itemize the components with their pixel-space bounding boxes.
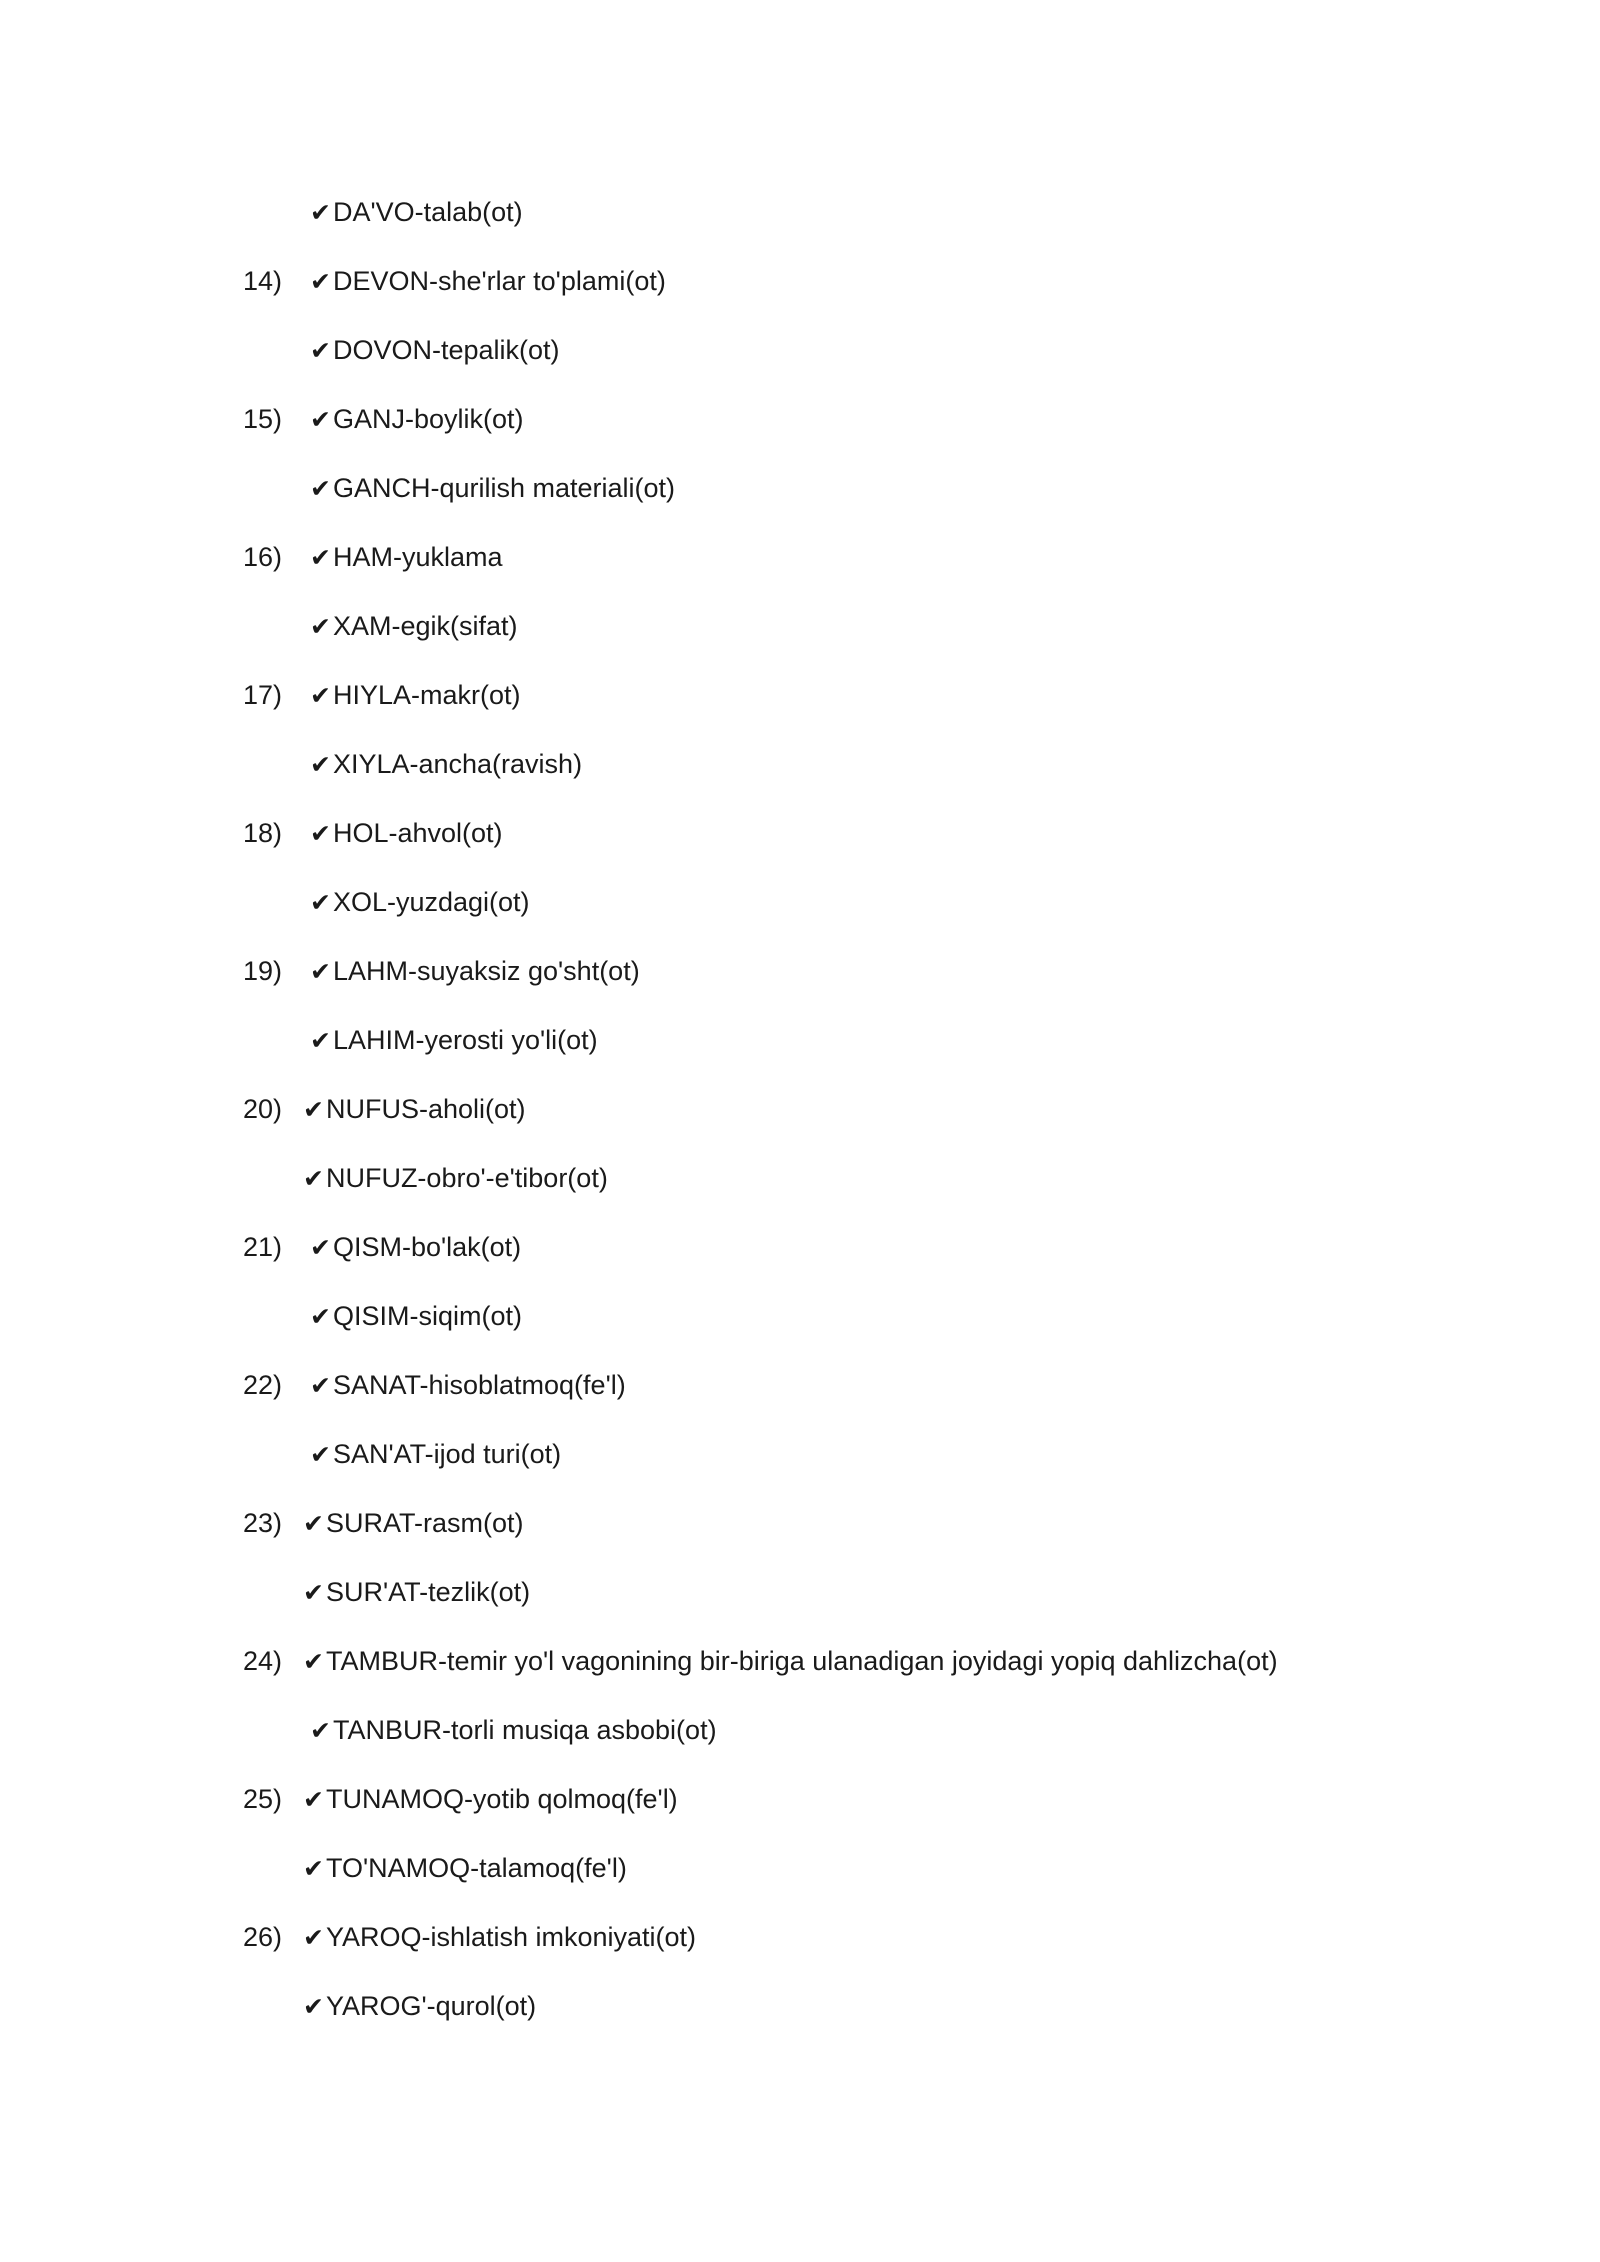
word-definition: QISM-bo'lak(ot): [332, 1232, 522, 1262]
list-item: [0, 1635, 1600, 1704]
word-entry: [303, 1566, 530, 1619]
item-number: 22): [243, 1370, 283, 1400]
list-item: [0, 1014, 1600, 1083]
word-definition: HIYLA-makr(ot): [332, 680, 521, 710]
word-definition: SURAT-rasm(ot): [325, 1508, 524, 1538]
word-entry: [310, 393, 523, 446]
word-definition: LAHM-suyaksiz go'sht(ot): [332, 956, 640, 986]
word-definition: GANJ-boylik(ot): [332, 404, 524, 434]
check-mark-icon: ✔: [310, 474, 331, 503]
list-item: [0, 1359, 1600, 1428]
item-number: 25): [243, 1784, 283, 1814]
word-definition: DEVON-she'rlar to'plami(ot): [332, 266, 666, 296]
word-entry: [310, 186, 523, 239]
word-entry: [310, 945, 640, 998]
check-mark-icon: ✔: [310, 1716, 331, 1745]
item-number: 19): [243, 956, 283, 986]
word-definition: XIYLA-ancha(ravish): [332, 749, 583, 779]
list-item: [0, 393, 1600, 462]
word-entry: [310, 531, 502, 584]
check-mark-icon: ✔: [310, 543, 331, 572]
word-entry: [310, 1221, 521, 1274]
item-number: 15): [243, 404, 283, 434]
word-definition: LAHIM-yerosti yo'li(ot): [332, 1025, 598, 1055]
check-mark-icon: ✔: [303, 1992, 324, 2021]
check-mark-icon: ✔: [303, 1854, 324, 1883]
check-mark-icon: ✔: [310, 1302, 331, 1331]
check-mark-icon: ✔: [303, 1923, 324, 1952]
word-definition: YAROQ-ishlatish imkoniyati(ot): [325, 1922, 697, 1952]
word-definition: TAMBUR-temir yo'l vagonining bir-biriga ulanadigan joyidagi yopiq dahlizcha(ot): [325, 1646, 1278, 1676]
list-item: [0, 1980, 1600, 2049]
item-number: 20): [243, 1094, 283, 1124]
word-entry: [310, 255, 666, 308]
list-item: [0, 1152, 1600, 1221]
word-entry: [310, 1704, 717, 1757]
check-mark-icon: ✔: [303, 1647, 324, 1676]
word-definition: TUNAMOQ-yotib qolmoq(fe'l): [325, 1784, 678, 1814]
item-number: 24): [243, 1646, 283, 1676]
list-item: [0, 738, 1600, 807]
word-entry: [310, 1014, 598, 1067]
list-item: [0, 1290, 1600, 1359]
check-mark-icon: ✔: [310, 888, 331, 917]
item-number: 21): [243, 1232, 283, 1262]
word-pair-list: [0, 186, 1600, 2049]
check-mark-icon: ✔: [310, 681, 331, 710]
word-entry: [310, 1290, 522, 1343]
check-mark-icon: ✔: [310, 405, 331, 434]
item-number: 17): [243, 680, 283, 710]
list-item: [0, 945, 1600, 1014]
word-definition: GANCH-qurilish materiali(ot): [332, 473, 676, 503]
check-mark-icon: ✔: [310, 1233, 331, 1262]
list-item: [0, 1842, 1600, 1911]
check-mark-icon: ✔: [303, 1785, 324, 1814]
word-entry: [310, 876, 530, 929]
word-entry: [310, 1359, 626, 1412]
list-item: [0, 462, 1600, 531]
list-item: [0, 807, 1600, 876]
word-entry: [303, 1842, 627, 1895]
word-entry: [310, 807, 503, 860]
word-entry: [310, 669, 520, 722]
word-entry: [303, 1083, 526, 1136]
check-mark-icon: ✔: [310, 267, 331, 296]
word-definition: HOL-ahvol(ot): [332, 818, 503, 848]
word-definition: TO'NAMOQ-talamoq(fe'l): [325, 1853, 627, 1883]
word-entry: [310, 324, 560, 377]
list-item: [0, 1773, 1600, 1842]
check-mark-icon: ✔: [310, 957, 331, 986]
check-mark-icon: ✔: [303, 1095, 324, 1124]
check-mark-icon: ✔: [303, 1578, 324, 1607]
list-item: [0, 600, 1600, 669]
word-entry: [303, 1497, 523, 1550]
word-definition: NUFUZ-obro'-e'tibor(ot): [325, 1163, 608, 1193]
word-definition: NUFUS-aholi(ot): [325, 1094, 526, 1124]
word-definition: SUR'AT-tezlik(ot): [325, 1577, 531, 1607]
list-item: [0, 1083, 1600, 1152]
list-item: [0, 1911, 1600, 1980]
list-item: [0, 1566, 1600, 1635]
word-definition: TANBUR-torli musiqa asbobi(ot): [332, 1715, 717, 1745]
list-item: [0, 1428, 1600, 1497]
item-number: 16): [243, 542, 283, 572]
check-mark-icon: ✔: [310, 198, 331, 227]
check-mark-icon: ✔: [310, 612, 331, 641]
word-entry: [303, 1980, 536, 2033]
word-definition: DA'VO-talab(ot): [332, 197, 523, 227]
word-entry: [303, 1773, 678, 1826]
word-definition: SAN'AT-ijod turi(ot): [332, 1439, 562, 1469]
check-mark-icon: ✔: [310, 1026, 331, 1055]
list-item: [0, 1704, 1600, 1773]
list-item: [0, 669, 1600, 738]
item-number: 26): [243, 1922, 283, 1952]
word-definition: YAROG'-qurol(ot): [325, 1991, 537, 2021]
word-definition: DOVON-tepalik(ot): [332, 335, 560, 365]
check-mark-icon: ✔: [303, 1509, 324, 1538]
word-entry: [303, 1911, 696, 1964]
word-definition: XOL-yuzdagi(ot): [332, 887, 530, 917]
list-item: [0, 1221, 1600, 1290]
list-item: [0, 255, 1600, 324]
word-entry: [310, 462, 675, 515]
list-item: [0, 876, 1600, 945]
check-mark-icon: ✔: [310, 336, 331, 365]
check-mark-icon: ✔: [303, 1164, 324, 1193]
word-definition: HAM-yuklama: [332, 542, 503, 572]
word-entry: [310, 738, 582, 791]
word-entry: [303, 1635, 1278, 1688]
check-mark-icon: ✔: [310, 750, 331, 779]
word-definition: SANAT-hisoblatmoq(fe'l): [332, 1370, 626, 1400]
word-definition: XAM-egik(sifat): [332, 611, 518, 641]
check-mark-icon: ✔: [310, 819, 331, 848]
item-number: 18): [243, 818, 283, 848]
list-item: [0, 186, 1600, 255]
item-number: 14): [243, 266, 283, 296]
word-entry: [310, 1428, 561, 1481]
check-mark-icon: ✔: [310, 1440, 331, 1469]
word-definition: QISIM-siqim(ot): [332, 1301, 522, 1331]
list-item: [0, 531, 1600, 600]
word-entry: [303, 1152, 608, 1205]
word-entry: [310, 600, 517, 653]
item-number: 23): [243, 1508, 283, 1538]
check-mark-icon: ✔: [310, 1371, 331, 1400]
list-item: [0, 324, 1600, 393]
list-item: [0, 1497, 1600, 1566]
